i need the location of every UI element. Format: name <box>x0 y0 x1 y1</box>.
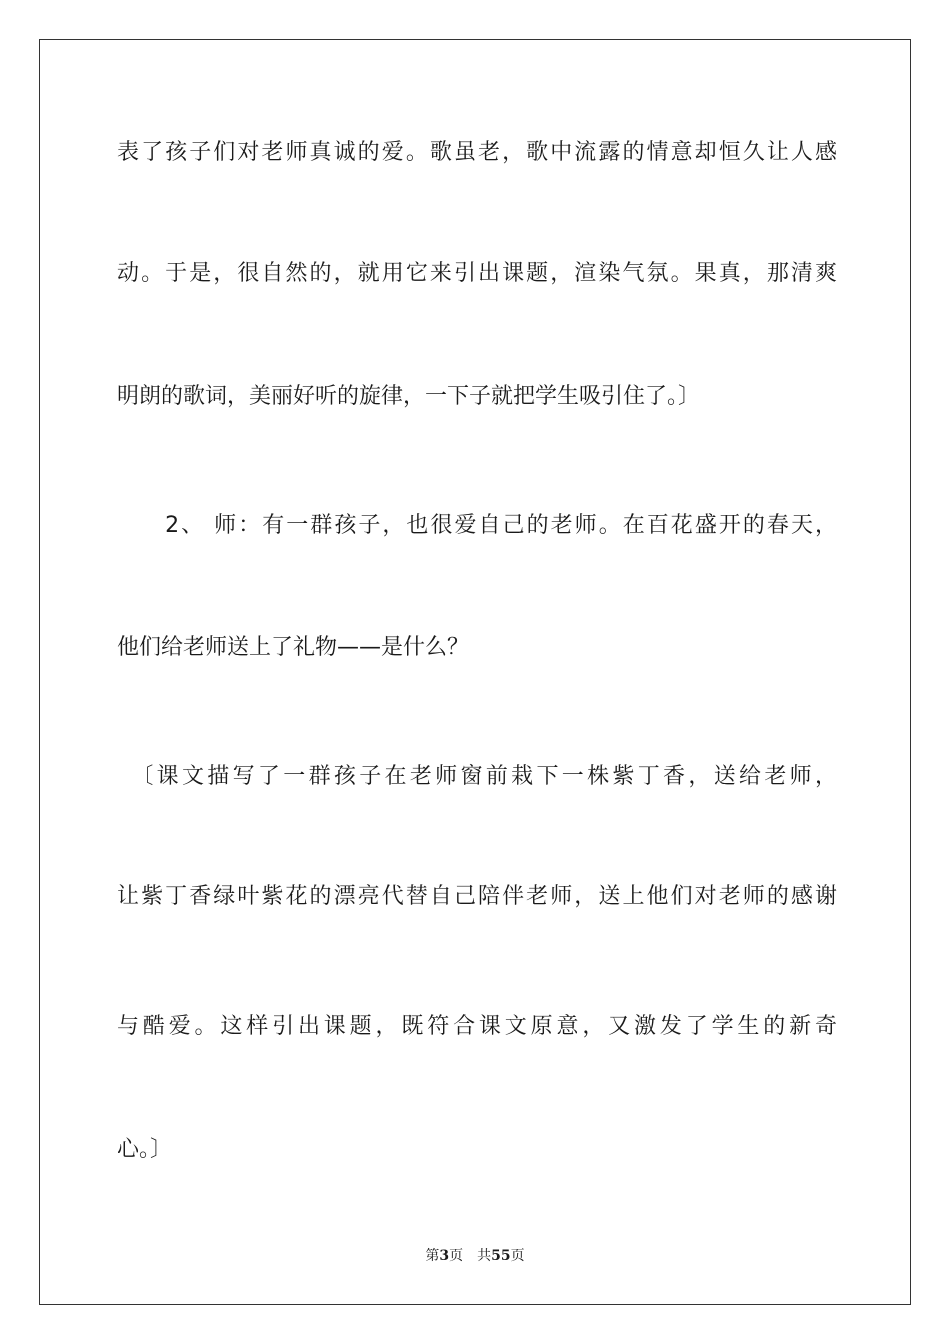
page-border <box>39 39 911 1305</box>
footer-page-suffix: 页 <box>449 1248 464 1264</box>
footer-page-prefix: 第 <box>425 1248 440 1264</box>
page-footer <box>0 1246 950 1266</box>
text-line-1: 表了孩子们对老师真诚的爱。歌虽老，歌中流露的情意却恒久让人感 <box>117 140 837 165</box>
text-line-6: 〔课文描写了一群孩子在老师窗前栽下一株紫丁香，送给老师， <box>117 764 837 789</box>
text-line-5: 他们给老师送上了礼物——是什么？ <box>117 635 470 660</box>
text-line-9: 心。〕 <box>117 1137 173 1162</box>
footer-total-suffix: 页 <box>510 1248 525 1264</box>
text-line-2: 动。于是，很自然的，就用它来引出课题，渲染气氛。果真，那清爽 <box>117 261 837 286</box>
text-line-3: 明朗的歌词，美丽好听的旋律，一下子就把学生吸引住了。〕 <box>117 384 701 409</box>
footer-total-prefix: 共 <box>477 1248 492 1264</box>
footer-page-number: 3 <box>439 1248 450 1264</box>
footer-total-pages: 55 <box>491 1248 511 1264</box>
text-line-4: 2、 师：有一群孩子，也很爱自己的老师。在百花盛开的春天， <box>117 513 837 538</box>
text-line-8: 与酷爱。这样引出课题，既符合课文原意，又激发了学生的新奇 <box>117 1014 837 1039</box>
text-line-7: 让紫丁香绿叶紫花的漂亮代替自己陪伴老师，送上他们对老师的感谢 <box>117 884 837 909</box>
